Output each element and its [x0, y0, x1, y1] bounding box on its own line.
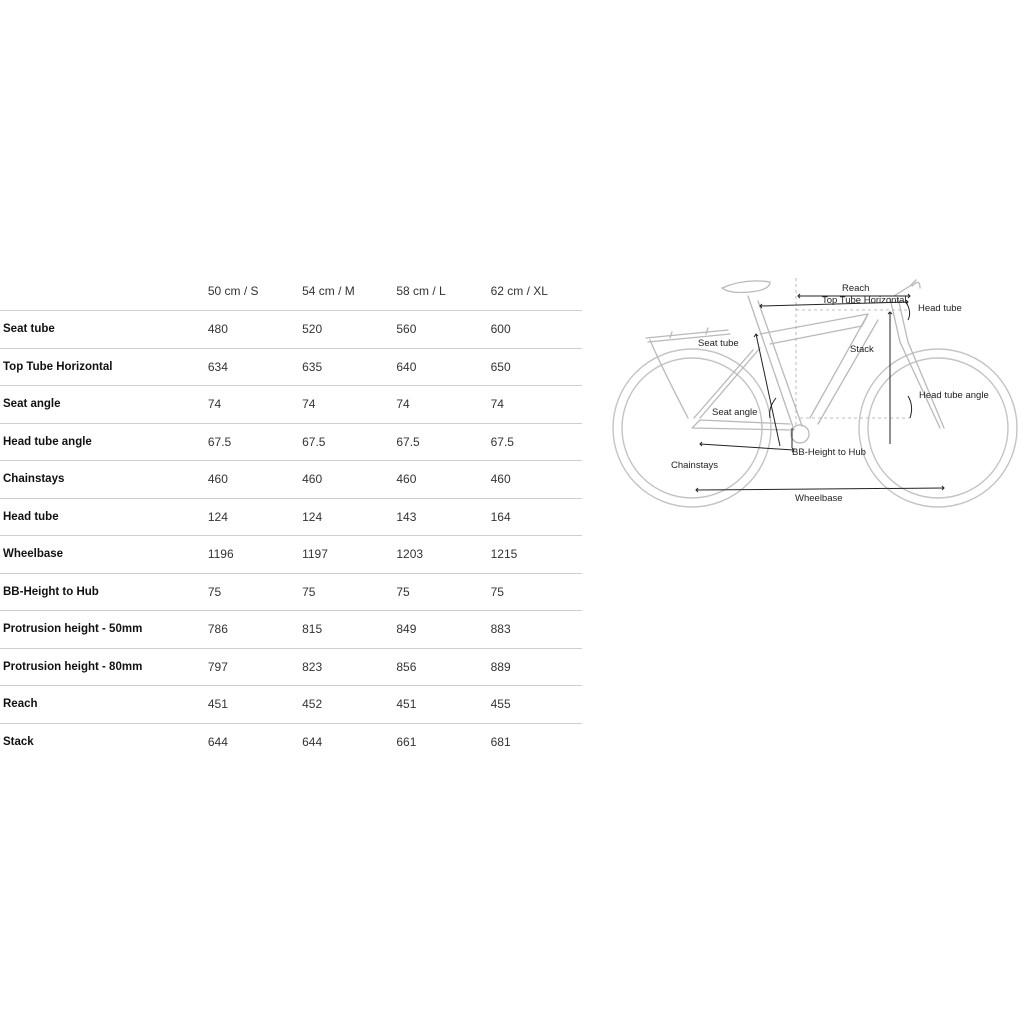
- value-cell: 849: [393, 611, 487, 649]
- row-label: Head tube angle: [0, 423, 205, 461]
- table-row: [0, 311, 582, 349]
- value-cell: 74: [299, 386, 393, 424]
- value-cell: 74: [488, 386, 582, 424]
- value-cell: 67.5: [205, 423, 299, 461]
- value-cell: 74: [205, 386, 299, 424]
- row-label: Head tube: [0, 498, 205, 536]
- value-cell: 635: [299, 348, 393, 386]
- value-cell: 460: [205, 461, 299, 499]
- column-header: 54 cm / M: [302, 284, 355, 298]
- value-cell: 1196: [205, 536, 299, 574]
- label-bb-height: BB-Height to Hub: [792, 447, 866, 458]
- value-cell: 452: [299, 686, 393, 724]
- value-cell: 797: [205, 648, 299, 686]
- value-cell: 75: [205, 573, 299, 611]
- bike-diagram-svg: [610, 268, 1024, 518]
- value-cell: 67.5: [299, 423, 393, 461]
- label-chainstays: Chainstays: [671, 460, 718, 471]
- value-cell: 661: [393, 723, 487, 760]
- label-seat-angle: Seat angle: [712, 407, 758, 418]
- value-cell: 164: [488, 498, 582, 536]
- table-row: [0, 423, 582, 461]
- value-cell: 883: [488, 611, 582, 649]
- label-head-tube-angle: Head tube angle: [919, 390, 989, 401]
- row-label: Stack: [0, 723, 205, 760]
- table-row: [0, 536, 582, 574]
- table-row: [0, 686, 582, 724]
- front-wheel: [859, 349, 1017, 507]
- label-stack: Stack: [850, 344, 874, 355]
- bottom-bracket: [791, 425, 809, 443]
- value-cell: 75: [393, 573, 487, 611]
- row-label: BB-Height to Hub: [0, 573, 205, 611]
- label-head-tube: Head tube: [918, 303, 962, 314]
- row-label: Top Tube Horizontal: [0, 348, 205, 386]
- value-cell: 74: [393, 386, 487, 424]
- value-cell: 560: [393, 311, 487, 349]
- value-cell: 460: [299, 461, 393, 499]
- value-cell: 1197: [299, 536, 393, 574]
- value-cell: 650: [488, 348, 582, 386]
- value-cell: 124: [299, 498, 393, 536]
- value-cell: 67.5: [488, 423, 582, 461]
- measurement-lines: [696, 278, 944, 492]
- table-row: [0, 386, 582, 424]
- table-row: [0, 611, 582, 649]
- value-cell: 451: [205, 686, 299, 724]
- geometry-table: [0, 272, 582, 760]
- column-header: 50 cm / S: [207, 284, 259, 298]
- value-cell: 75: [488, 573, 582, 611]
- value-cell: 124: [205, 498, 299, 536]
- value-cell: 823: [299, 648, 393, 686]
- value-cell: 600: [488, 311, 582, 349]
- value-cell: 889: [488, 648, 582, 686]
- table-header-row: [0, 272, 582, 311]
- row-label: Seat angle: [0, 386, 205, 424]
- value-cell: 143: [393, 498, 487, 536]
- value-cell: 67.5: [393, 423, 487, 461]
- table-row: [0, 498, 582, 536]
- value-cell: 644: [205, 723, 299, 760]
- table-row: [0, 573, 582, 611]
- value-cell: 634: [205, 348, 299, 386]
- row-label: Seat tube: [0, 311, 205, 349]
- value-cell: 75: [299, 573, 393, 611]
- bike-geometry-diagram: [610, 268, 1024, 518]
- value-cell: 681: [488, 723, 582, 760]
- value-cell: 1203: [393, 536, 487, 574]
- value-cell: 460: [488, 461, 582, 499]
- value-cell: 480: [205, 311, 299, 349]
- table-body: [0, 311, 582, 761]
- row-label: Protrusion height - 80mm: [0, 648, 205, 686]
- label-reach: Reach: [842, 283, 870, 294]
- table-row: [0, 461, 582, 499]
- value-cell: 460: [393, 461, 487, 499]
- value-cell: 644: [299, 723, 393, 760]
- value-cell: 1215: [488, 536, 582, 574]
- value-cell: 786: [205, 611, 299, 649]
- row-label: Protrusion height - 50mm: [0, 611, 205, 649]
- value-cell: 451: [393, 686, 487, 724]
- label-top-tube: Top Tube Horizontal: [822, 295, 907, 306]
- table-row: [0, 348, 582, 386]
- value-cell: 455: [488, 686, 582, 724]
- value-cell: 520: [299, 311, 393, 349]
- label-seat-tube: Seat tube: [698, 338, 739, 349]
- column-header: 58 cm / L: [396, 284, 446, 298]
- header-label-cell: [0, 272, 205, 311]
- row-label: Chainstays: [0, 461, 205, 499]
- value-cell: 640: [393, 348, 487, 386]
- row-label: Reach: [0, 686, 205, 724]
- table-row: [0, 648, 582, 686]
- table-row: [0, 723, 582, 760]
- label-wheelbase: Wheelbase: [795, 493, 843, 504]
- row-label: Wheelbase: [0, 536, 205, 574]
- front-wheel-rim: [868, 358, 1008, 498]
- value-cell: 856: [393, 648, 487, 686]
- value-cell: 815: [299, 611, 393, 649]
- column-header: 62 cm / XL: [490, 284, 548, 298]
